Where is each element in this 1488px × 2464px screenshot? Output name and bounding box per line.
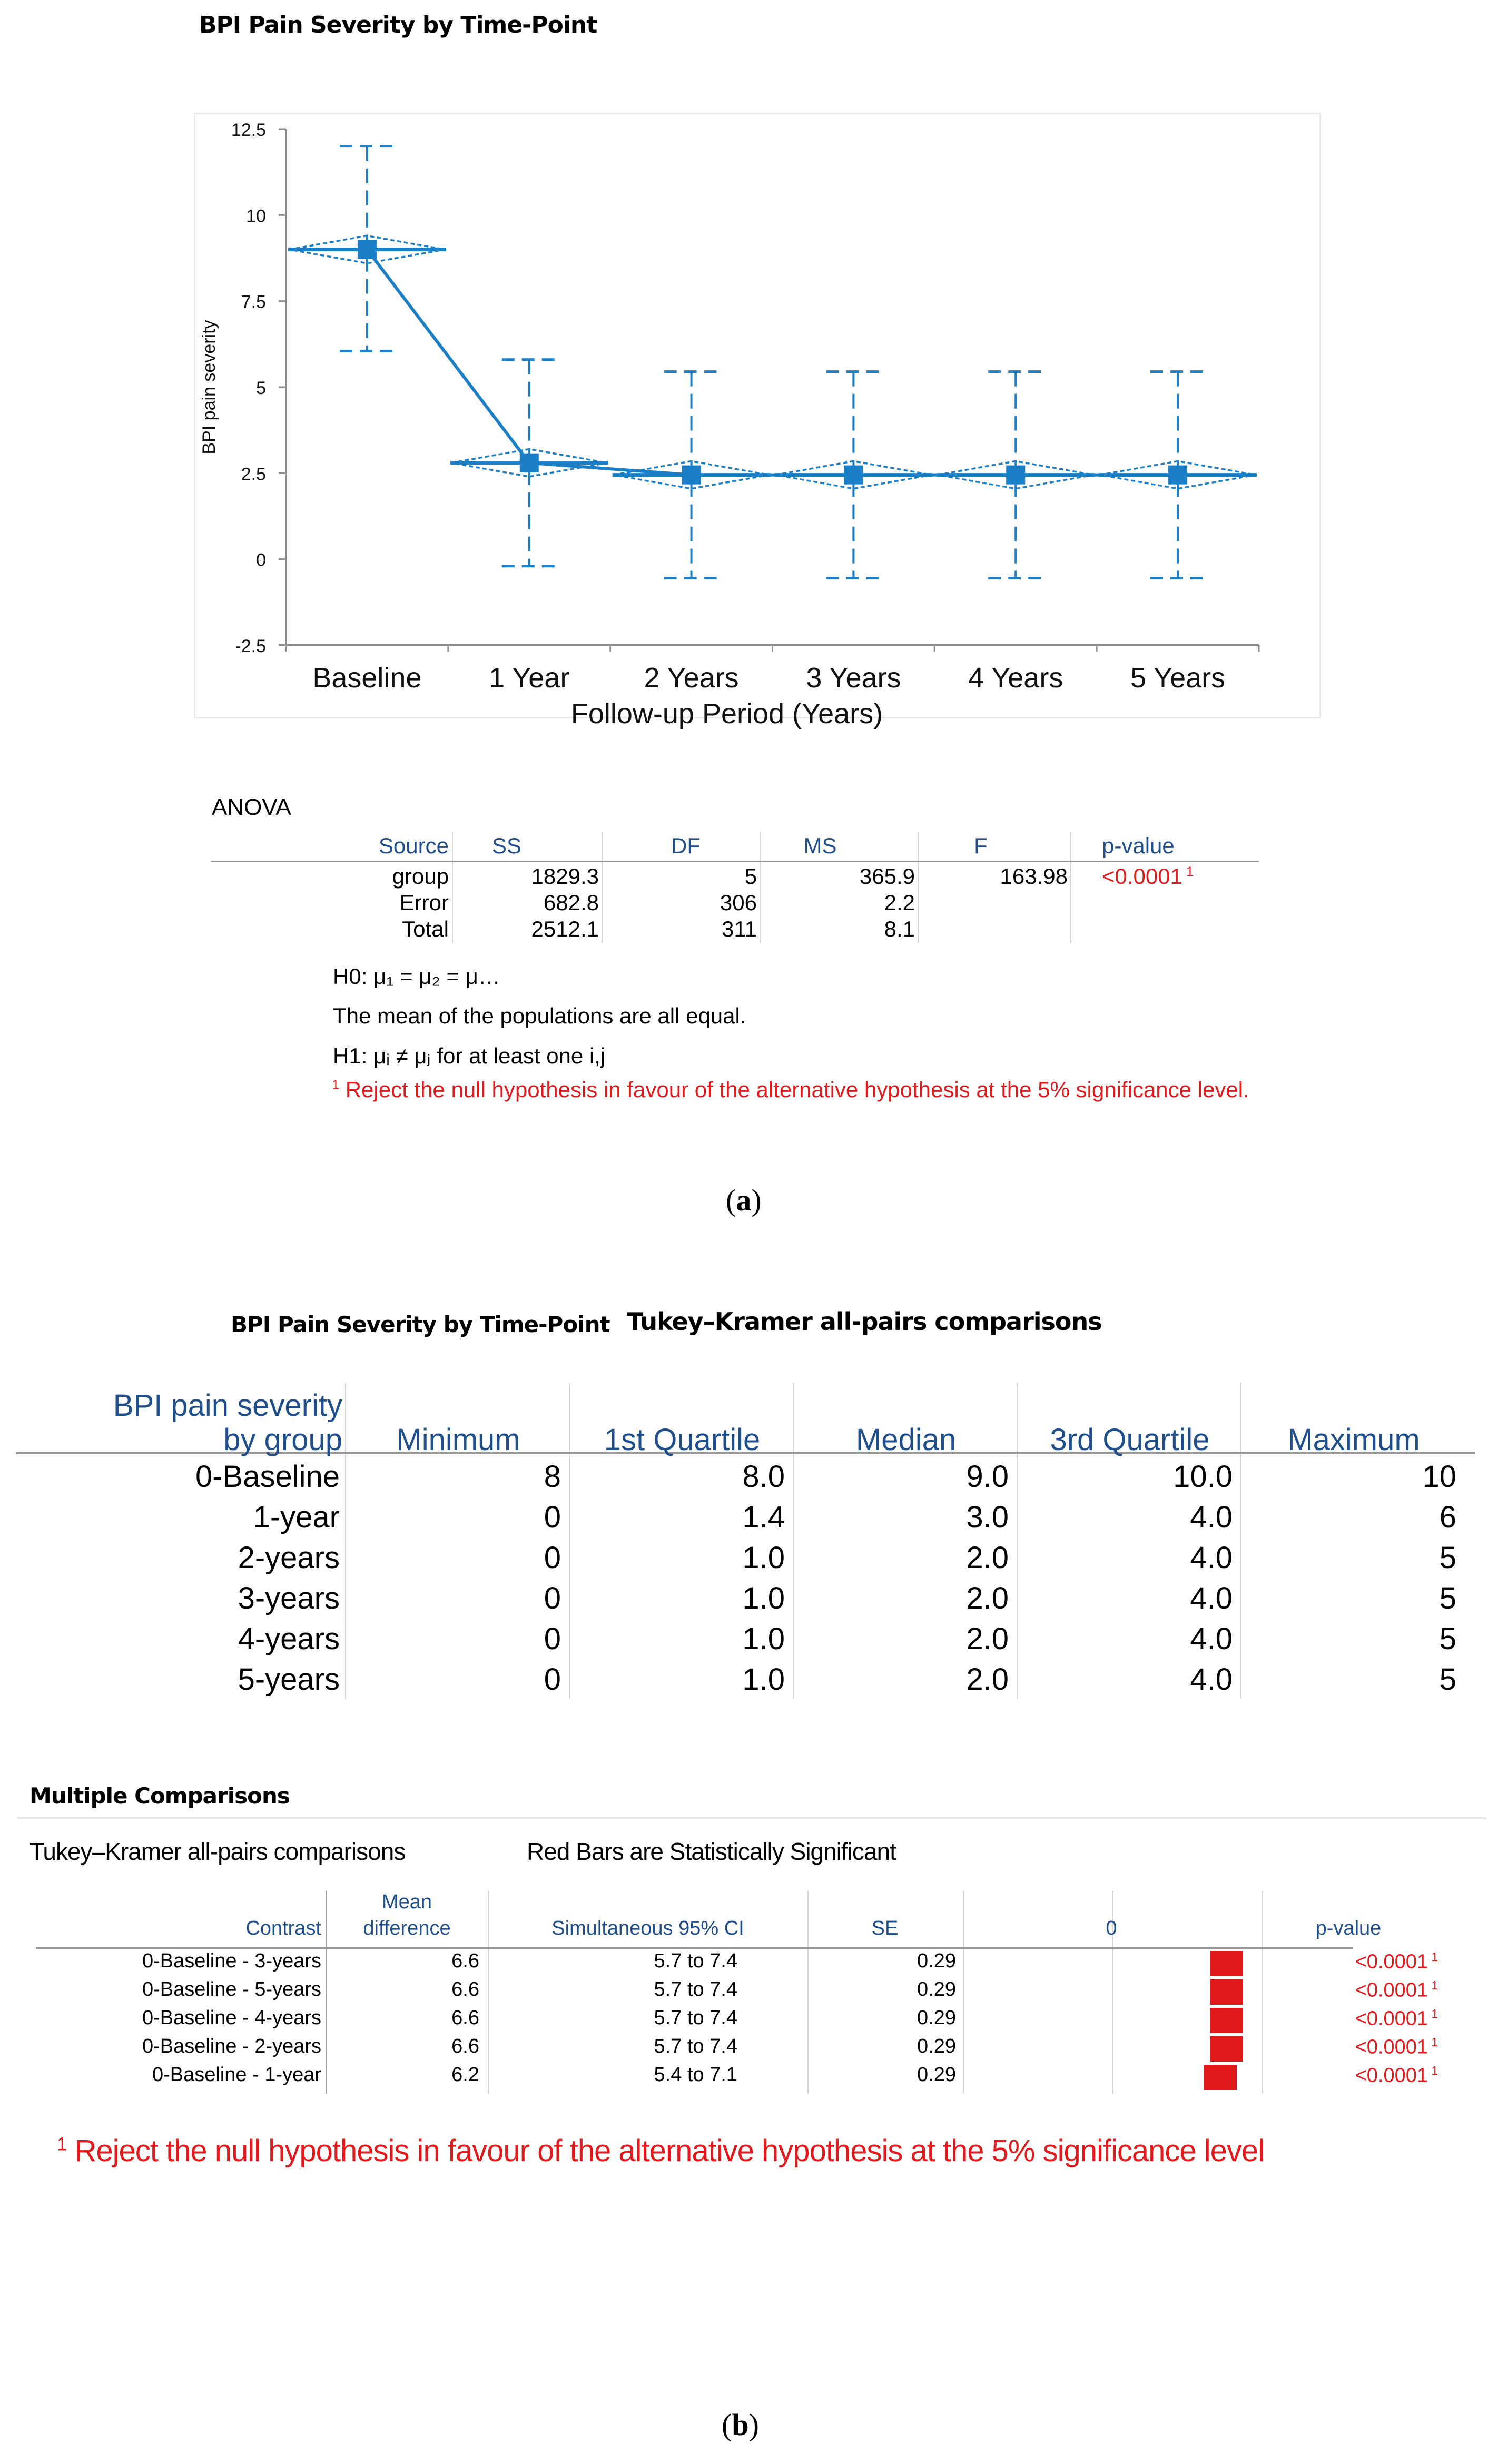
row-q1: 1.0: [742, 1541, 785, 1575]
mc-footnote: [57, 2133, 1264, 2169]
column-divider: [1262, 1891, 1263, 2094]
p-value-text: <0.0001: [1102, 864, 1182, 889]
h1-expr: μᵢ ≠ μⱼ for at least one i,j: [373, 1043, 606, 1068]
row-mean-difference: 6.2: [451, 2064, 479, 2086]
column-header-ss: SS: [491, 833, 522, 858]
row-q3: 4.0: [1190, 1581, 1233, 1615]
mean-marker: [1168, 466, 1187, 485]
row-median: 2.0: [966, 1581, 1009, 1615]
row-source: Error: [399, 890, 449, 915]
h0-expr: μ₁ = μ₂ = μ…: [373, 964, 500, 989]
row-df: 311: [722, 916, 757, 941]
h1-line: [333, 1043, 605, 1069]
row-ss: 1829.3: [531, 864, 599, 889]
column-divider: [452, 832, 453, 943]
row-q3: 4.0: [1190, 1662, 1233, 1697]
row-group: 0-Baseline: [195, 1460, 340, 1494]
header-rule: [211, 861, 1259, 862]
column-header-source: Source: [378, 833, 449, 858]
row-ci: 5.4 to 7.1: [654, 2064, 737, 2086]
panel-label-b: [722, 2407, 759, 2442]
p-value-text: <0.0001: [1355, 1950, 1428, 1973]
mc-subtitle-right: Red Bars are Statistically Significant: [527, 1838, 896, 1865]
row-ms: 8.1: [884, 916, 915, 941]
anova-title: ANOVA: [212, 794, 291, 820]
column-header-se: SE: [871, 1917, 899, 1939]
multiple-comparisons-title: Multiple Comparisons: [29, 1783, 290, 1809]
chart-title: BPI Pain Severity by Time-Point: [199, 12, 597, 38]
row-p-value: [1264, 1978, 1438, 2002]
row-ci: 5.7 to 7.4: [654, 1950, 737, 1972]
section-b-title: BPI Pain Severity by Time-Point: [231, 1312, 610, 1337]
row-group: 5-years: [238, 1662, 340, 1697]
row-mean-difference: 6.6: [451, 2035, 479, 2057]
mean-marker: [844, 466, 863, 485]
row-group: 3-years: [238, 1581, 340, 1615]
row-p-value: [1264, 2064, 1438, 2087]
footnote-marker: 1: [1182, 864, 1194, 879]
x-axis-title: Follow-up Period (Years): [570, 698, 883, 730]
row-max: 5: [1439, 1622, 1456, 1656]
column-divider: [1240, 1383, 1241, 1699]
row-median: 3.0: [966, 1500, 1009, 1534]
column-divider: [602, 832, 603, 943]
row-q3: 4.0: [1190, 1622, 1233, 1656]
row-group: 2-years: [238, 1541, 340, 1575]
row-contrast: 0-Baseline - 3-years: [142, 1950, 321, 1972]
row-max: 5: [1439, 1581, 1456, 1615]
row-ms: 2.2: [884, 890, 915, 915]
row-q1: 8.0: [742, 1460, 785, 1494]
group-header-line2: by group: [223, 1423, 342, 1457]
row-se: 0.29: [917, 2007, 956, 2029]
header-rule: [36, 1947, 1353, 1949]
row-ci: 5.7 to 7.4: [654, 2035, 737, 2057]
p-value-text: <0.0001: [1355, 2007, 1428, 2030]
column-header-ms: MS: [803, 833, 837, 858]
row-p-value: [1264, 1950, 1438, 1974]
row-q3: 4.0: [1190, 1541, 1233, 1575]
mean-marker: [682, 466, 701, 485]
mc-subtitle-left: Tukey–Kramer all-pairs comparisons: [29, 1838, 406, 1865]
group-header-line1: BPI pain severity: [113, 1388, 342, 1423]
footnote-text: Reject the null hypothesis in favour of the alternative hypothesis at the 5% significance level: [74, 2134, 1265, 2168]
column-divider: [345, 1383, 346, 1699]
row-ss: 2512.1: [531, 916, 599, 941]
row-min: 8: [544, 1460, 561, 1494]
footnote-marker: 1: [57, 2134, 67, 2155]
row-q1: 1.0: [742, 1581, 785, 1615]
row-se: 0.29: [917, 1950, 956, 1972]
row-source: group: [392, 864, 449, 889]
y-tick-label: -2.5: [235, 636, 266, 656]
row-max: 6: [1439, 1500, 1456, 1534]
row-df: 306: [720, 890, 757, 915]
row-q3: 4.0: [1190, 1500, 1233, 1534]
footnote-text: Reject the null hypothesis in favour of the alternative hypothesis at the 5% significance level.: [345, 1077, 1249, 1102]
row-q1: 1.4: [742, 1500, 785, 1534]
column-header: Minimum: [396, 1423, 520, 1457]
column-header-p-value: p-value: [1315, 1917, 1382, 1939]
row-p-value: [1264, 2007, 1438, 2031]
x-tick-label: 5 Years: [1130, 662, 1226, 694]
x-tick-label: 4 Years: [968, 662, 1063, 694]
row-min: 0: [544, 1622, 561, 1656]
paren-close: ): [751, 1183, 762, 1217]
row-f: 163.98: [1000, 864, 1068, 889]
y-tick-label: 0: [256, 550, 266, 570]
row-min: 0: [544, 1662, 561, 1697]
h0-prefix: H0:: [333, 964, 374, 989]
column-header-p-value: p-value: [1102, 833, 1175, 858]
row-max: 5: [1439, 1662, 1456, 1697]
column-divider: [569, 1383, 570, 1699]
h0-line: [333, 964, 500, 989]
column-divider: [1017, 1383, 1018, 1699]
footnote-marker: 1: [1427, 1950, 1438, 1964]
y-tick-label: 5: [256, 378, 266, 398]
footnote-marker: 1: [1427, 2064, 1438, 2077]
row-ci: 5.7 to 7.4: [654, 1978, 737, 2000]
y-tick-label: 7.5: [241, 292, 266, 312]
divider: [17, 1817, 1486, 1819]
row-se: 0.29: [917, 2035, 956, 2057]
row-contrast: 0-Baseline - 1-year: [152, 2064, 321, 2086]
row-contrast: 0-Baseline - 2-years: [142, 2035, 321, 2057]
h0-description: The mean of the populations are all equal.: [333, 1003, 746, 1028]
multiple-comparisons-table: [32, 1891, 1480, 2112]
mean-marker: [358, 240, 377, 259]
column-divider: [963, 1891, 964, 2094]
row-median: 2.0: [966, 1541, 1009, 1575]
column-header: 1st Quartile: [604, 1423, 761, 1457]
footnote-marker: 1: [1427, 2035, 1438, 2049]
column-header: 3rd Quartile: [1050, 1423, 1210, 1457]
row-q3: 10.0: [1173, 1460, 1233, 1494]
row-source: Total: [402, 916, 449, 941]
row-q1: 1.0: [742, 1622, 785, 1656]
row-mean-difference: 6.6: [451, 2007, 479, 2029]
significance-bar: [1210, 1951, 1243, 1976]
row-ss: 682.8: [543, 890, 599, 915]
row-q1: 1.0: [742, 1662, 785, 1697]
significance-bar: [1210, 1979, 1243, 2005]
row-df: 5: [744, 864, 757, 889]
paren-open: (: [726, 1183, 736, 1217]
row-median: 2.0: [966, 1662, 1009, 1697]
footnote-marker: 1: [1427, 2007, 1438, 2021]
y-tick-label: 2.5: [241, 464, 266, 485]
panel-label-a: [726, 1182, 762, 1218]
mean-marker: [1006, 466, 1025, 485]
column-header-contrast: Contrast: [245, 1917, 321, 1939]
row-group: 4-years: [238, 1622, 340, 1656]
column-divider: [488, 1891, 489, 2094]
panel-letter: a: [736, 1183, 752, 1217]
column-header-mean-line2: difference: [363, 1917, 451, 1939]
y-tick-label: 10: [246, 206, 266, 226]
anova-footnote: [332, 1077, 1249, 1102]
row-contrast: 0-Baseline - 4-years: [142, 2007, 321, 2029]
row-se: 0.29: [917, 2064, 956, 2086]
column-header-df: DF: [671, 833, 701, 858]
paren-open: (: [722, 2408, 732, 2442]
row-min: 0: [544, 1581, 561, 1615]
x-tick-label: 1 Year: [489, 662, 570, 694]
column-divider: [793, 1383, 794, 1699]
significance-bar: [1204, 2065, 1237, 2090]
footnote-marker: 1: [332, 1078, 340, 1092]
row-mean-difference: 6.6: [451, 1978, 479, 2000]
y-tick-label: 12.5: [231, 120, 266, 140]
row-p-value: [1264, 2035, 1438, 2059]
significance-bar: [1210, 2036, 1243, 2062]
anova-table: [206, 827, 1276, 959]
row-p-value: [1102, 864, 1239, 889]
row-max: 5: [1439, 1541, 1456, 1575]
p-value-text: <0.0001: [1355, 2036, 1428, 2058]
x-tick-label: 2 Years: [644, 662, 739, 694]
y-axis-title: BPI pain severity: [199, 320, 219, 455]
row-median: 9.0: [966, 1460, 1009, 1494]
quartiles-table: [16, 1377, 1480, 1725]
row-min: 0: [544, 1500, 561, 1534]
row-ci: 5.7 to 7.4: [654, 2007, 737, 2029]
row-median: 2.0: [966, 1622, 1009, 1656]
column-header-ci: Simultaneous 95% CI: [551, 1917, 744, 1939]
panel-letter: b: [732, 2408, 749, 2442]
paren-close: ): [748, 2408, 759, 2442]
row-contrast: 0-Baseline - 5-years: [142, 1978, 321, 2000]
column-header-mean-line1: Mean: [381, 1891, 432, 1913]
x-tick-label: 3 Years: [806, 662, 901, 694]
row-se: 0.29: [917, 1978, 956, 2000]
row-group: 1-year: [253, 1500, 340, 1534]
footnote-marker: 1: [1427, 1978, 1438, 1992]
column-header: Median: [855, 1423, 957, 1457]
column-divider: [1070, 832, 1071, 943]
x-tick-label: Baseline: [312, 662, 422, 694]
section-b-subtitle: Tukey–Kramer all-pairs comparisons: [627, 1307, 1102, 1336]
p-value-text: <0.0001: [1355, 1979, 1428, 2002]
row-max: 10: [1422, 1460, 1456, 1494]
p-value-text: <0.0001: [1355, 2064, 1428, 2087]
column-header-zero: 0: [1106, 1917, 1117, 1939]
mean-marker: [520, 454, 539, 472]
column-header: Maximum: [1287, 1423, 1420, 1457]
row-mean-difference: 6.6: [451, 1950, 479, 1972]
significance-bar: [1210, 2008, 1243, 2033]
h1-prefix: H1:: [333, 1043, 374, 1068]
column-header-f: F: [974, 833, 988, 858]
row-ms: 365.9: [859, 864, 915, 889]
row-min: 0: [544, 1541, 561, 1575]
line-chart: [0, 0, 1488, 748]
mean-trend-line: [367, 250, 1178, 475]
